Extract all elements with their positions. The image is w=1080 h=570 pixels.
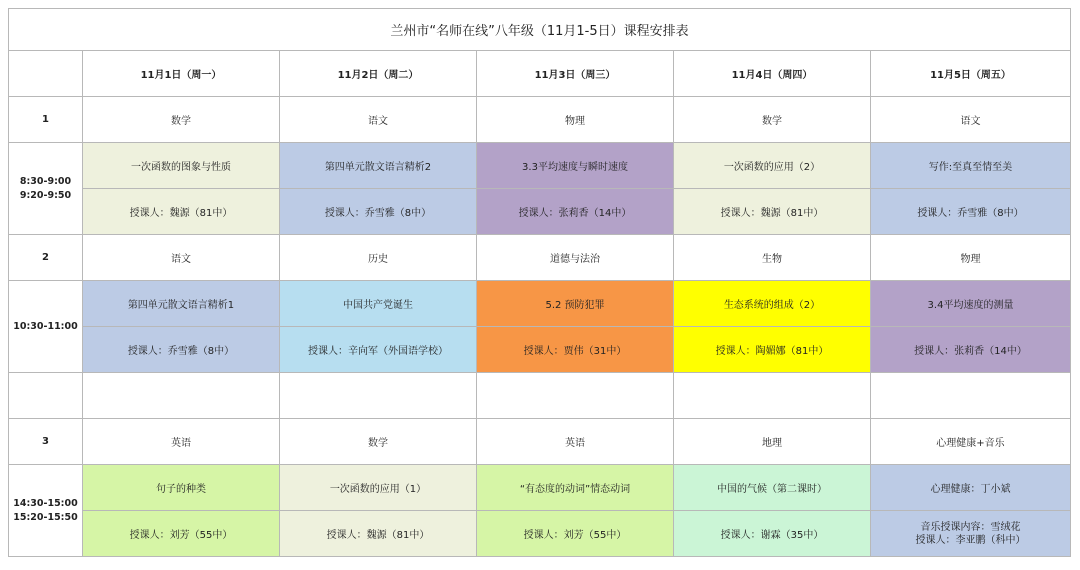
teacher-cell: 授课人：谢霖（35中） bbox=[674, 511, 871, 557]
subject-cell: 生物 bbox=[674, 235, 871, 281]
teacher-cell: 授课人：乔雪雅（8中） bbox=[83, 327, 280, 373]
empty-cell bbox=[674, 373, 871, 419]
time-cell bbox=[9, 465, 83, 557]
music-teacher-line: 授课人：李亚鹏（科中） bbox=[915, 534, 1026, 546]
teacher-cell: 授课人：乔雪雅（8中） bbox=[280, 189, 477, 235]
topic-cell: 第四单元散文语言精析2 bbox=[280, 143, 477, 189]
day-header-thu: 11月4日（周四） bbox=[674, 51, 871, 97]
subject-cell: 历史 bbox=[280, 235, 477, 281]
teacher-cell: 授课人：张莉香（14中） bbox=[477, 189, 674, 235]
topic-cell: 一次函数的应用（1） bbox=[280, 465, 477, 511]
topic-cell: “有态度的动词”情态动词 bbox=[477, 465, 674, 511]
topic-cell: 写作:至真至情至美 bbox=[871, 143, 1071, 189]
subject-cell: 地理 bbox=[674, 419, 871, 465]
subject-cell: 英语 bbox=[83, 419, 280, 465]
topic-cell: 3.4平均速度的测量 bbox=[871, 281, 1071, 327]
schedule-sheet bbox=[8, 8, 1071, 557]
subject-cell: 物理 bbox=[477, 97, 674, 143]
empty-cell bbox=[280, 373, 477, 419]
time-line: 10:30-11:00 bbox=[13, 320, 78, 332]
topic-cell: 5.2 预防犯罪 bbox=[477, 281, 674, 327]
day-header-wed: 11月3日（周三） bbox=[477, 51, 674, 97]
topic-cell: 中国共产党诞生 bbox=[280, 281, 477, 327]
topic-cell: 第四单元散文语言精析1 bbox=[83, 281, 280, 327]
time-line: 8:30-9:00 bbox=[19, 175, 72, 187]
teacher-cell: 授课人：魏源（81中） bbox=[83, 189, 280, 235]
period-number: 2 bbox=[9, 235, 83, 281]
time-cell bbox=[9, 281, 83, 373]
day-header-fri: 11月5日（周五） bbox=[871, 51, 1071, 97]
subject-cell: 数学 bbox=[280, 419, 477, 465]
empty-cell bbox=[477, 373, 674, 419]
teacher-cell: 授课人：刘芳（55中） bbox=[477, 511, 674, 557]
day-header-tue: 11月2日（周二） bbox=[280, 51, 477, 97]
empty-cell bbox=[83, 373, 280, 419]
teacher-cell: 授课人：张莉香（14中） bbox=[871, 327, 1071, 373]
time-line: 15:20-15:50 bbox=[13, 511, 78, 523]
topic-cell: 心理健康：丁小斌 bbox=[871, 465, 1071, 511]
music-content-line: 音乐授课内容：雪绒花 bbox=[920, 521, 1021, 533]
schedule-title: 兰州市“名师在线”八年级（11月1-5日）课程安排表 bbox=[9, 9, 1071, 51]
topic-cell: 3.3平均速度与瞬时速度 bbox=[477, 143, 674, 189]
empty-cell bbox=[9, 373, 83, 419]
topic-cell: 一次函数的图象与性质 bbox=[83, 143, 280, 189]
day-header-mon: 11月1日（周一） bbox=[83, 51, 280, 97]
period-number: 3 bbox=[9, 419, 83, 465]
subject-cell: 英语 bbox=[477, 419, 674, 465]
subject-cell: 语文 bbox=[280, 97, 477, 143]
teacher-cell: 授课人：辛向军（外国语学校） bbox=[280, 327, 477, 373]
teacher-cell: 授课人：陶媚娜（81中） bbox=[674, 327, 871, 373]
subject-cell: 数学 bbox=[674, 97, 871, 143]
teacher-cell bbox=[871, 511, 1071, 557]
time-line: 9:20-9:50 bbox=[19, 189, 72, 201]
schedule-table bbox=[8, 8, 1071, 557]
topic-cell: 生态系统的组成（2） bbox=[674, 281, 871, 327]
subject-cell: 语文 bbox=[871, 97, 1071, 143]
empty-cell bbox=[871, 373, 1071, 419]
teacher-cell: 授课人：魏源（81中） bbox=[674, 189, 871, 235]
teacher-cell: 授课人：乔雪雅（8中） bbox=[871, 189, 1071, 235]
period-number: 1 bbox=[9, 97, 83, 143]
time-line: 14:30-15:00 bbox=[13, 497, 78, 509]
teacher-cell: 授课人：贾伟（31中） bbox=[477, 327, 674, 373]
subject-cell: 物理 bbox=[871, 235, 1071, 281]
subject-cell: 心理健康+音乐 bbox=[871, 419, 1071, 465]
subject-cell: 数学 bbox=[83, 97, 280, 143]
teacher-cell: 授课人：刘芳（55中） bbox=[83, 511, 280, 557]
subject-cell: 语文 bbox=[83, 235, 280, 281]
topic-cell: 句子的种类 bbox=[83, 465, 280, 511]
teacher-cell: 授课人：魏源（81中） bbox=[280, 511, 477, 557]
time-cell bbox=[9, 143, 83, 235]
corner-cell bbox=[9, 51, 83, 97]
subject-cell: 道德与法治 bbox=[477, 235, 674, 281]
topic-cell: 一次函数的应用（2） bbox=[674, 143, 871, 189]
topic-cell: 中国的气候（第二课时） bbox=[674, 465, 871, 511]
